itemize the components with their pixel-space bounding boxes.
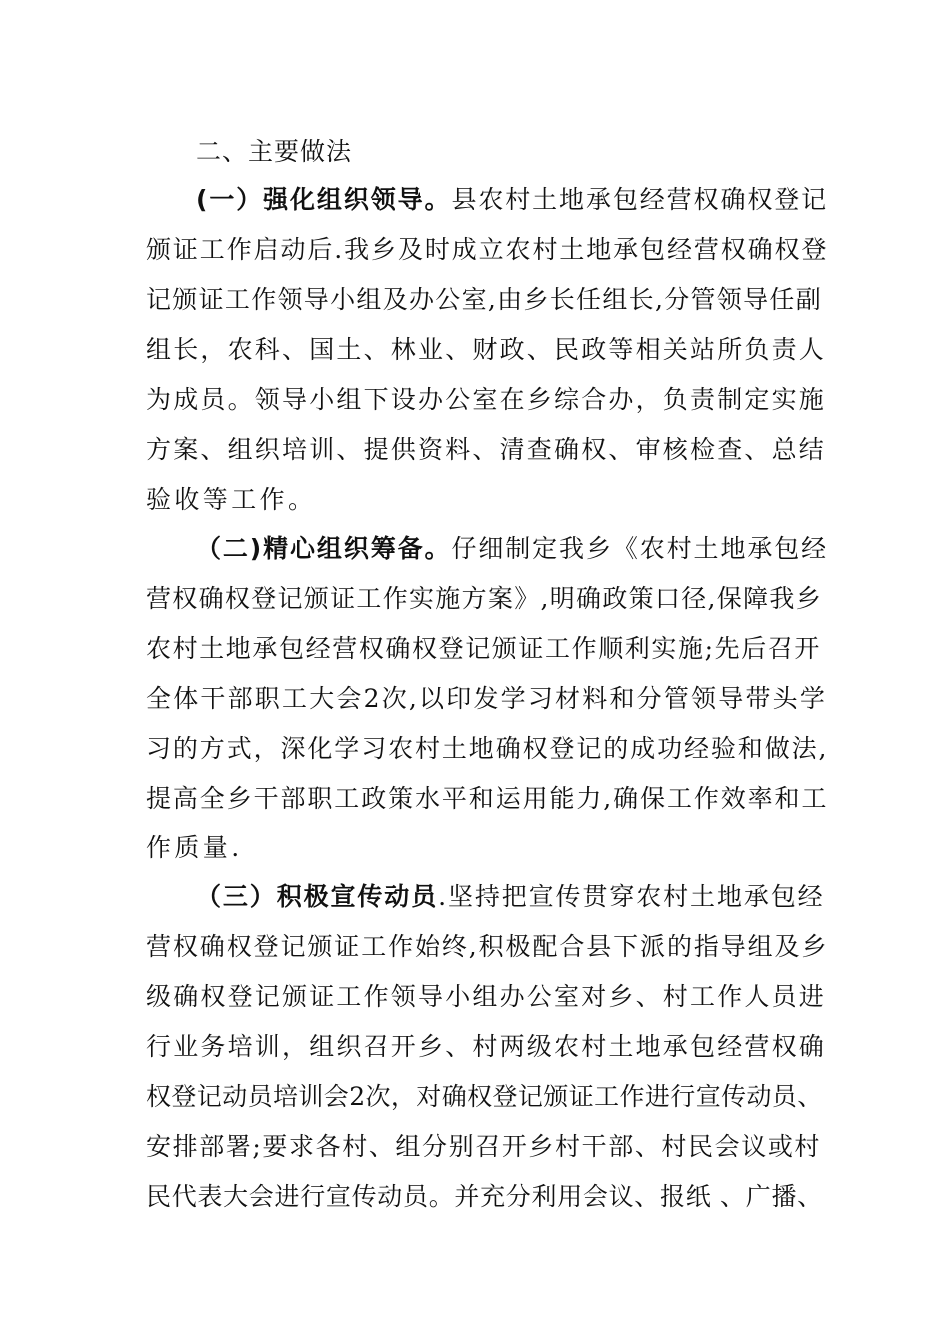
paragraph-1-line: 方案、组织培训、提供资料、清查确权、审核检查、总结: [146, 435, 827, 464]
paragraph-1-title: (一）强化组织领导。: [196, 185, 452, 214]
paragraph-2-line: 习的方式，深化学习农村土地确权登记的成功经验和做法,: [146, 734, 829, 763]
section-heading: 二、主要做法: [196, 137, 353, 166]
paragraph-2-line: 农村土地承包经营权确权登记颁证工作顺利实施;先后召开: [146, 634, 822, 663]
paragraph-2-first-line: [196, 533, 828, 565]
paragraph-3-line: .坚持把宣传贯穿农村土地承包经: [438, 882, 825, 911]
paragraph-1-first-line: [196, 184, 828, 216]
paragraph-3-line: 安排部署;要求各村、组分别召开乡村干部、村民会议或村: [146, 1132, 822, 1161]
paragraph-3-line: 营权确权登记颁证工作始终,积极配合县下派的指导组及乡: [146, 932, 829, 961]
paragraph-2-title: （二)精心组织筹备。: [196, 534, 452, 563]
paragraph-2-line: 全体干部职工大会2次,以印发学习材料和分管领导带头学: [146, 684, 828, 713]
paragraph-3-first-line: [196, 881, 825, 913]
paragraph-2-line: 营权确权登记颁证工作实施方案》,明确政策口径,保障我乡: [146, 584, 822, 613]
paragraph-3-line: 民代表大会进行宣传动员。并充分利用会议、报纸 、广播、: [146, 1182, 823, 1211]
paragraph-2-line: 作质量.: [146, 833, 243, 862]
paragraph-1-line: 记颁证工作领导小组及办公室,由乡长任组长,分管领导任副: [146, 285, 822, 314]
paragraph-1-line: 验收等工作。: [146, 485, 317, 514]
paragraph-3-line: 行业务培训，组织召开乡、村两级农村土地承包经营权确: [146, 1032, 827, 1061]
paragraph-3-line: 权登记动员培训会2次，对确权登记颁证工作进行宣传动员、: [146, 1082, 823, 1111]
paragraph-3-title: （三）积极宣传动员: [196, 882, 439, 911]
paragraph-1-line: 为成员。领导小组下设办公室在乡综合办，负责制定实施: [146, 385, 827, 414]
paragraph-3-line: 级确权登记颁证工作领导小组办公室对乡、村工作人员进: [146, 982, 827, 1011]
paragraph-2-line: 仔细制定我乡《农村土地承包经: [451, 534, 829, 563]
paragraph-1-line: 县农村土地承包经营权确权登记: [451, 185, 829, 214]
paragraph-2-line: 提高全乡干部职工政策水平和运用能力,确保工作效率和工: [146, 784, 829, 813]
paragraph-1-line: 颁证工作启动后.我乡及时成立农村土地承包经营权确权登: [146, 235, 829, 264]
paragraph-1-line: 组长，农科、国土、林业、财政、民政等相关站所负责人: [146, 335, 827, 364]
